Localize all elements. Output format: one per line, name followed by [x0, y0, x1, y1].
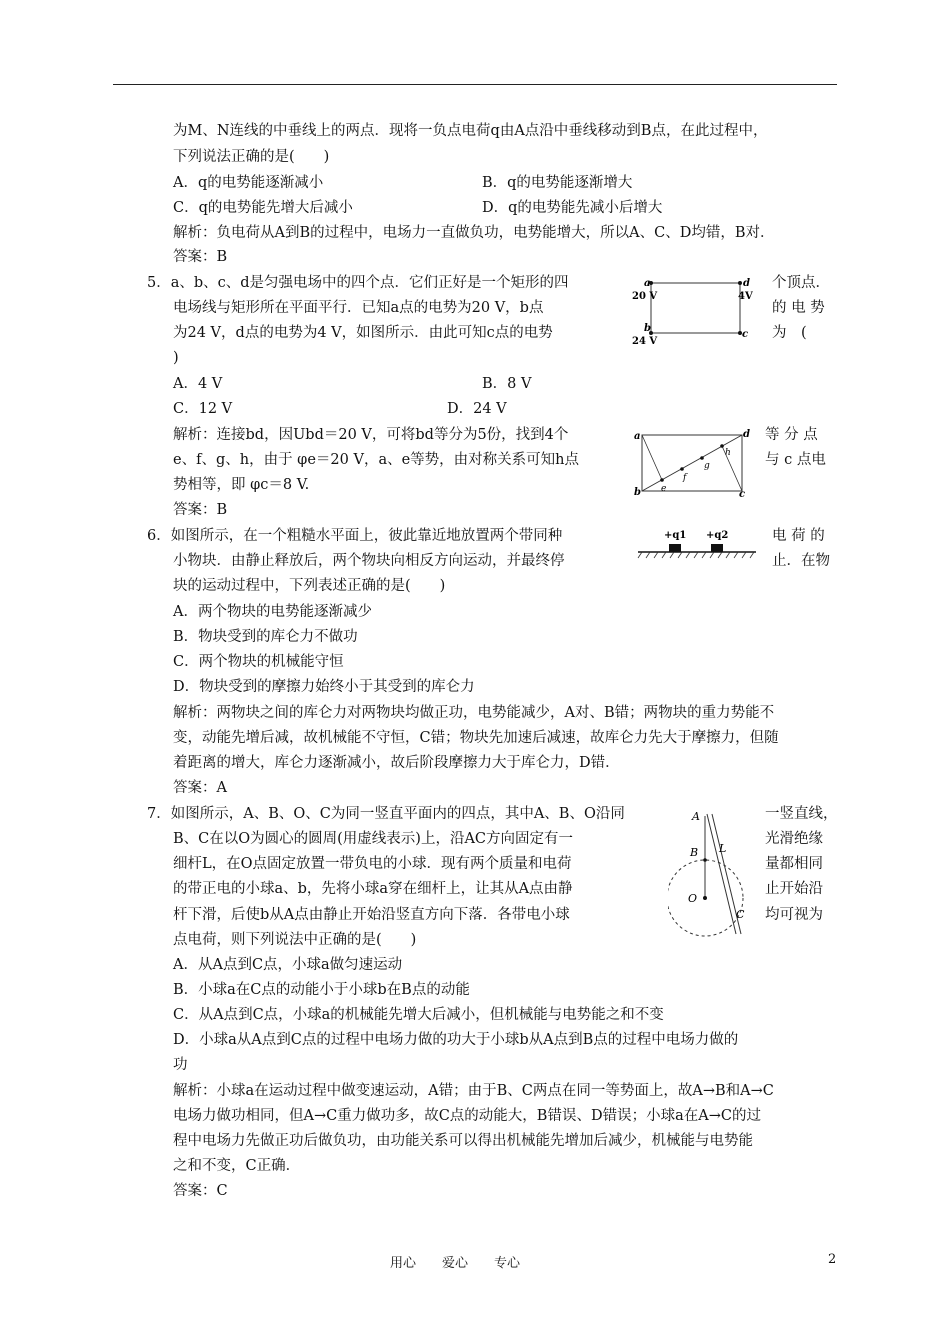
q5-analysis-3: 势相等，即 φc＝8 V.: [173, 477, 310, 493]
q7-line-2-right: 光滑绝缘: [765, 831, 823, 847]
q6-line-3: 块的运动过程中，下列表述正确的是( ): [173, 578, 446, 594]
q5-fig-label-vd: 4V: [738, 291, 753, 302]
q5-line-1: 5．a、b、c、d是匀强电场中的四个点．它们正好是一个矩形的四: [147, 275, 569, 291]
q6-fig-q1: +q1: [664, 530, 687, 541]
q5-fig2-g: g: [704, 461, 710, 471]
q5-equal-division-figure: [628, 425, 758, 500]
q5-rectangle-figure: [628, 275, 758, 350]
page-number: 2: [828, 1252, 837, 1267]
q6-option-c: C．两个物块的机械能守恒: [173, 654, 344, 670]
q7-line-3-right: 量都相同: [765, 856, 823, 872]
q4-answer: 答案：B: [173, 249, 228, 265]
q6-line-2: 小物块．由静止释放后，两个物块向相反方向运动，并最终停: [173, 553, 565, 569]
q7-line-1: 7．如图所示，A、B、O、C为同一竖直平面内的四点，其中A、B、O沿同: [147, 806, 625, 822]
q5-fig2-h: h: [725, 448, 731, 458]
q6-blocks-figure: [636, 524, 761, 566]
q6-analysis-3: 着距离的增大，库仑力逐渐减小，故后阶段摩擦力大于库仑力，D错．: [173, 755, 620, 771]
q5-line-2: 电场线与矩形所在平面平行．已知a点的电势为20 V，b点: [173, 300, 544, 316]
q6-analysis-1: 解析：两物块之间的库仑力对两物块均做正功，电势能减少，A对、B错；两物块的重力势能不: [173, 705, 775, 721]
q5-line-1-right: 个顶点．: [772, 275, 830, 291]
q7-analysis-2: 电场力做功相同，但A→C重力做功多，故C点的动能大，B错误、D错误；小球a在A→C的过: [173, 1108, 761, 1124]
q5-line-3: 为24 V，d点的电势为4 V，如图所示．由此可知c点的电势: [173, 325, 553, 341]
q7-fig-O: O: [688, 892, 698, 905]
q4-analysis: 解析：负电荷从A到B的过程中，电场力一直做负功，电势能增大，所以A、C、D均错，B对．: [173, 225, 775, 241]
q7-fig-B: B: [690, 846, 699, 859]
q5-fig-label-b: b: [644, 323, 651, 334]
q5-answer: 答案：B: [173, 502, 228, 518]
q7-option-b: B．小球a在C点的动能小于小球b在B点的动能: [173, 982, 470, 998]
q5-fig-label-d: d: [743, 278, 750, 289]
q6-line-2-right: 止．在物: [772, 553, 830, 569]
q7-analysis-3: 程中电场力先做正功后做负功，由功能关系可以得出机械能先增加后减少，机械能与电势能: [173, 1133, 753, 1149]
q6-option-d: D．物块受到的摩擦力始终小于其受到的库仑力: [173, 679, 475, 695]
q4-option-d: D．q的电势能先减小后增大: [482, 200, 663, 216]
q6-option-b: B．物块受到的库仑力不做功: [173, 629, 358, 645]
q5-fig2-c: c: [739, 489, 746, 500]
q7-circle-figure: [668, 800, 763, 950]
q7-line-3: 细杆L，在O点固定放置一带负电的小球．现有两个质量和电荷: [173, 856, 572, 872]
q5-fig2-a: a: [634, 431, 641, 442]
q7-analysis-1: 解析：小球a在运动过程中做变速运动，A错；由于B、C两点在同一等势面上，故A→B和A→C: [173, 1083, 774, 1099]
q5-fig2-d: d: [743, 429, 750, 440]
q5-fig2-f: f: [683, 473, 687, 483]
q6-option-a: A．两个物块的电势能逐渐减少: [173, 604, 372, 620]
q5-fig-label-va: 20 V: [632, 291, 658, 302]
q7-option-c: C．从A点到C点，小球a的机械能先增大后减小，但机械能与电势能之和不变: [173, 1007, 664, 1023]
q7-option-d-1: D．小球a从A点到C点的过程中电场力做的功大于小球b从A点到B点的过程中电场力做的: [173, 1032, 739, 1048]
intro-line-1: 为M、N连线的中垂线上的两点．现将一负点电荷q由A点沿中垂线移动到B点，在此过程中，: [173, 123, 768, 139]
q6-answer: 答案：A: [173, 780, 227, 796]
header-rule: [113, 84, 837, 85]
q5-option-c: C．12 V: [173, 401, 233, 417]
q5-analysis-1: 解析：连接bd，因Ubd＝20 V，可将bd等分为5份，找到4个: [173, 427, 569, 443]
q5-fig2-e: e: [661, 484, 667, 494]
q7-line-4: 的带正电的小球a、b，先将小球a穿在细杆上，让其从A点由静: [173, 881, 573, 897]
q6-line-1: 6．如图所示，在一个粗糙水平面上，彼此靠近地放置两个带同种: [147, 528, 563, 544]
q5-option-a: A．4 V: [173, 376, 223, 392]
q7-option-d-2: 功: [173, 1057, 188, 1073]
q5-analysis-2: e、f、g、h，由于 φe＝20 V，a、e等势，由对称关系可知h点: [173, 452, 580, 468]
q5-option-d: D．24 V: [447, 401, 507, 417]
q7-line-1-right: 一竖直线，: [765, 806, 838, 822]
q7-line-2: B、C在以O为圆心的圆周(用虚线表示)上，沿AC方向固定有一: [173, 831, 574, 847]
q6-fig-q2: +q2: [706, 530, 729, 541]
q6-analysis-2: 变，动能先增后减，故机械能不守恒，C错；物块先加速后减速，故库仑力先大于摩擦力，但随: [173, 730, 779, 746]
q7-option-a: A．从A点到C点，小球a做匀速运动: [173, 957, 403, 973]
q6-line-1-right: 电 荷 的: [772, 528, 825, 544]
q7-line-6: 点电荷，则下列说法中正确的是( ): [173, 932, 417, 948]
q5-fig-label-a: a: [644, 278, 651, 289]
q7-fig-L: L: [719, 842, 727, 855]
q5-line-4: ): [173, 350, 179, 366]
q5-line-3-right: 为 (: [772, 325, 807, 341]
q5-fig2-b: b: [634, 487, 641, 498]
q7-answer: 答案：C: [173, 1183, 228, 1199]
q7-line-5: 杆下滑，后使b从A点由静止开始沿竖直方向下落．各带电小球: [173, 907, 570, 923]
page-footer: 用心 爱心 专心: [390, 1256, 521, 1271]
intro-line-2: 下列说法正确的是( ): [173, 149, 330, 165]
q5-analysis-1-right: 等 分 点: [765, 427, 818, 443]
q5-option-b: B．8 V: [482, 376, 532, 392]
q7-fig-A: A: [692, 810, 700, 823]
q7-line-4-right: 止开始沿: [765, 881, 823, 897]
q5-line-2-right: 的 电 势: [772, 300, 825, 316]
q5-analysis-2-right: 与 c 点电: [765, 452, 826, 468]
q7-line-5-right: 均可视为: [765, 907, 823, 923]
q5-fig-label-vb: 24 V: [632, 336, 658, 347]
q4-option-b: B．q的电势能逐渐增大: [482, 175, 633, 191]
q7-analysis-4: 之和不变，C正确．: [173, 1158, 301, 1174]
q5-fig-label-c: c: [742, 329, 749, 340]
q4-option-a: A．q的电势能逐渐减小: [173, 175, 324, 191]
q4-option-c: C．q的电势能先增大后减小: [173, 200, 353, 216]
q7-fig-C: C: [736, 908, 745, 921]
